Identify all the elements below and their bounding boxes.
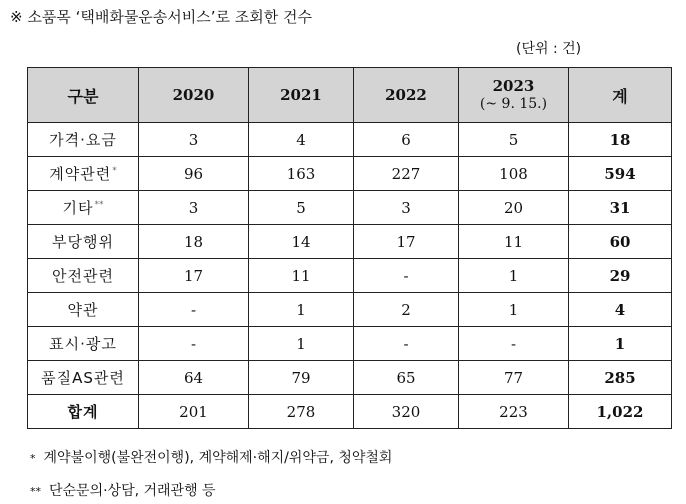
cell-value: 227: [354, 157, 459, 191]
cell-value: 96: [139, 157, 249, 191]
cell-value: 278: [249, 395, 354, 429]
cell-value: 320: [354, 395, 459, 429]
footnote-1: * 계약불이행(불완전이행), 계약해제·해지/위약금, 청약철회: [30, 450, 393, 466]
header-year-2023-period: (~ 9. 15.): [479, 96, 548, 112]
row-total: 594: [569, 157, 672, 191]
cell-value: 3: [139, 123, 249, 157]
table-row: [28, 361, 672, 395]
row-category: 약관: [28, 293, 139, 327]
page-title: ※ 소품목 ‘택배화물운송서비스’로 조회한 건수: [10, 8, 312, 26]
header-year-2020: 2020: [139, 68, 249, 123]
table-row: [28, 395, 672, 429]
header-year-2022: 2022: [354, 68, 459, 123]
cell-value: 65: [354, 361, 459, 395]
cell-value: -: [459, 327, 569, 361]
row-total: 1: [569, 327, 672, 361]
row-category: 안전관련: [28, 259, 139, 293]
cell-value: 11: [459, 225, 569, 259]
table-row: [28, 225, 672, 259]
row-category: 기타**: [28, 191, 139, 225]
table-row: [28, 157, 672, 191]
table-row: [28, 191, 672, 225]
unit-label: (단위 : 건): [516, 41, 582, 57]
footnote-2: ** 단순문의·상담, 거래관행 등: [30, 483, 216, 499]
cell-value: 20: [459, 191, 569, 225]
cell-value: 11: [249, 259, 354, 293]
cell-value: 14: [249, 225, 354, 259]
cell-value: 1: [459, 293, 569, 327]
cell-value: 5: [459, 123, 569, 157]
cell-value: 3: [139, 191, 249, 225]
cell-value: 18: [139, 225, 249, 259]
row-total: 29: [569, 259, 672, 293]
row-category: 계약관련*: [28, 157, 139, 191]
row-total: 285: [569, 361, 672, 395]
header-category: 구분: [28, 68, 139, 123]
header-total: 계: [569, 68, 672, 123]
cell-value: 5: [249, 191, 354, 225]
row-total: 60: [569, 225, 672, 259]
cell-value: 6: [354, 123, 459, 157]
row-category: 품질AS관련: [28, 361, 139, 395]
cell-value: -: [354, 327, 459, 361]
row-total: 4: [569, 293, 672, 327]
table-row: [28, 293, 672, 327]
table-row: [28, 123, 672, 157]
cell-value: -: [139, 293, 249, 327]
table-row: [28, 259, 672, 293]
cell-value: 64: [139, 361, 249, 395]
header-year-2023: 2023 (~ 9. 15.): [459, 68, 569, 123]
cell-value: 17: [139, 259, 249, 293]
row-category: 합계: [28, 395, 139, 429]
row-total: 18: [569, 123, 672, 157]
cell-value: 3: [354, 191, 459, 225]
header-year-2021: 2021: [249, 68, 354, 123]
cell-value: -: [354, 259, 459, 293]
cell-value: 163: [249, 157, 354, 191]
header-row: [28, 68, 672, 123]
row-total: 31: [569, 191, 672, 225]
cell-value: 1: [249, 293, 354, 327]
cell-value: 1: [249, 327, 354, 361]
cell-value: 108: [459, 157, 569, 191]
footnote-marker: **: [94, 200, 104, 210]
cell-value: 2: [354, 293, 459, 327]
row-total: 1,022: [569, 395, 672, 429]
row-category: 표시·광고: [28, 327, 139, 361]
cell-value: 17: [354, 225, 459, 259]
cell-value: 201: [139, 395, 249, 429]
cell-value: 79: [249, 361, 354, 395]
footnote-marker: *: [112, 166, 117, 176]
table-row: [28, 327, 672, 361]
cell-value: 4: [249, 123, 354, 157]
cell-value: 1: [459, 259, 569, 293]
row-category: 부당행위: [28, 225, 139, 259]
cell-value: -: [139, 327, 249, 361]
cell-value: 223: [459, 395, 569, 429]
cell-value: 77: [459, 361, 569, 395]
complaint-count-table: [27, 67, 672, 429]
row-category: 가격·요금: [28, 123, 139, 157]
